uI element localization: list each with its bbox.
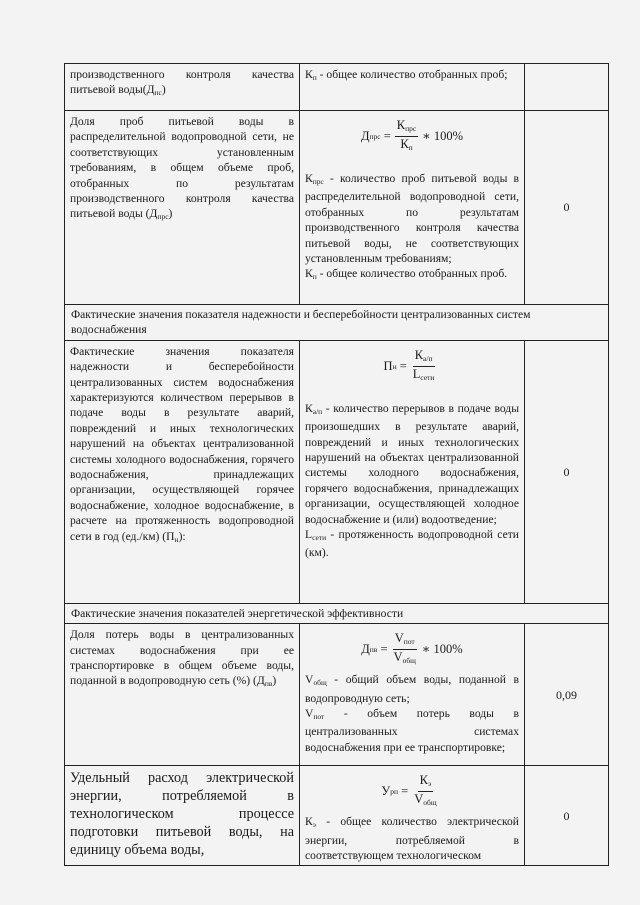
- definition: $К_{а/п}$ - количество перерывов в подаче воды произошедших в результате аварий, повреждений и иных технологических нарушений на объектах централизованной системы холодного водоснабжения, горячего водоснабжения, принадлежащих организации, осуществляющей холодное водоснабжение и (или) водоотведение;: [305, 401, 519, 526]
- formula: Д прс = $\frac{К_{прс}}{К_п}$ ∗ 100%: [305, 118, 519, 155]
- fraction: $\frac{К_{прс}}{К_п}$: [396, 118, 417, 152]
- indicator-name-cell: Доля проб питьевой воды в распределительной водопроводной сети, не соответствующих установленным требованиям, в общем объеме проб, отобранных по результатам производственного контроля качества питьевой воды $(Д_{прс})$: [65, 111, 300, 305]
- table-row: [65, 766, 609, 866]
- indicator-name-cell: Удельный расход электрической энергии, потребляемой в технологическом процессе подготовки питьевой воды, на единицу объема воды,: [65, 766, 300, 866]
- section-title: Фактические значения показателей энергетической эффективности: [65, 603, 609, 623]
- formula-cell: [300, 624, 525, 766]
- table-row: [65, 64, 609, 111]
- indicator-name-cell: Фактические значения показателя надежности и бесперебойности централизованных систем водоснабжения характеризуются количеством перерывов в подаче воды в результате аварий, повреждений и иных технологических нарушений на объектах централизованной системы холодного водоснабжения, горячего водоснабжения, принадлежащих организации, осуществляющей горячее водоснабжение, холодное водоснабжение, в расчете на протяженность водопроводной сети в год (ед./км) $(П_н)$:: [65, 340, 300, 603]
- indicator-name-cell: производственного контроля качества питьевой $воды(Д_{пс})$: [65, 64, 300, 111]
- formula-cell: [300, 766, 525, 866]
- formula: П н = $\frac{К_{а/п}}{L_{сети}}$: [305, 348, 519, 385]
- formula-cell: [300, 340, 525, 603]
- definition: $К_{прс}$ - количество проб питьевой воды в распределительной водопроводной сети, отобранных по результатам производственного контроля качества питьевой воды, не соответствующих установленным требованиям;: [305, 172, 519, 266]
- indicator-name-cell: Доля потерь воды в централизованных системах водоснабжения при ее транспортировке в общем объеме воды, поданной в водопроводную сеть (%) $(Д_{пв})$: [65, 624, 300, 766]
- value-cell: 0: [525, 340, 609, 603]
- formula: У рп = $\frac{К_э}{V_{общ}}$: [305, 773, 519, 810]
- table-row: [65, 340, 609, 603]
- indicators-table: [64, 63, 609, 866]
- section-header-row: [65, 305, 609, 341]
- formula-cell: [300, 111, 525, 305]
- table-row: [65, 111, 609, 305]
- definition: $V_{пот}$ - объем потерь воды в централизованных системах водоснабжения при ее транспортировке;: [305, 707, 519, 754]
- value-cell: 0,09: [525, 624, 609, 766]
- section-header-row: [65, 603, 609, 623]
- value-cell: 0: [525, 111, 609, 305]
- value-cell: [525, 64, 609, 111]
- fraction: $\frac{К_{а/п}}{L_{сети}}$: [412, 347, 435, 382]
- definition: $L_{сети}$ - протяженность водопроводной сети (км).: [305, 528, 519, 560]
- definition: $К_э$ - общее количество электрической энергии, потребляемой в соответствующем технологическом: [305, 815, 519, 863]
- fraction: $\frac{К_э}{V_{общ}}$: [414, 773, 437, 808]
- definition: $К_п$ - общее количество отобранных проб.: [305, 267, 508, 282]
- definition: $V_{общ}$ - общий объем воды, поданной в водопроводную сеть;: [305, 673, 519, 705]
- formula: Д пв = $\frac{V_{пот}}{V_{общ}}$ ∗ 100%: [305, 631, 519, 668]
- formula-cell: $К_п$ - общее количество отобранных проб;: [300, 64, 525, 111]
- value-cell: 0: [525, 766, 609, 866]
- table-row: [65, 624, 609, 766]
- section-title: Фактические значения показателя надежности и бесперебойности централизованных систем водоснабжения: [65, 305, 609, 341]
- fraction: $\frac{V_{пот}}{V_{общ}}$: [393, 631, 416, 666]
